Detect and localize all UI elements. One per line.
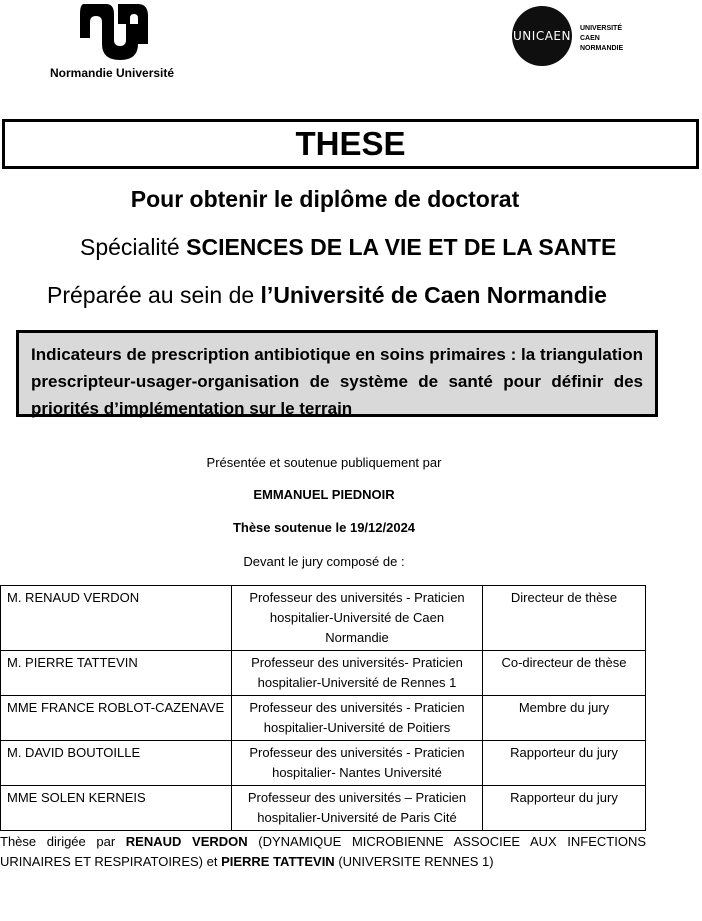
codirector-name: PIERRE TATTEVIN	[221, 854, 335, 869]
jury-intro: Devant le jury composé de :	[243, 554, 405, 569]
jury-name: MME FRANCE ROBLOT-CAZENAVE	[1, 696, 232, 741]
jury-role: Directeur de thèse	[483, 586, 646, 651]
these-title-box	[2, 119, 699, 169]
jury-name: MME SOLEN KERNEIS	[1, 786, 232, 831]
thesis-subject-box	[16, 330, 658, 417]
normandie-universite-logo	[48, 4, 188, 80]
jury-name: M. PIERRE TATTEVIN	[1, 651, 232, 696]
normandie-universite-emblem-icon	[80, 4, 150, 60]
jury-title: Professeur des universités- Praticien hospitalier-Université de Rennes 1	[232, 651, 483, 696]
jury-title: Professeur des universités – Praticien hospitalier-Université de Paris Cité	[232, 786, 483, 831]
table-row	[1, 586, 646, 651]
thesis-subject: Indicateurs de prescription antibiotique en soins primaires : la triangulation prescripteur-usager-organisation de système de santé pour définir des priorités d’implémentation sur le terrain	[31, 345, 643, 418]
jury-role: Co-directeur de thèse	[483, 651, 646, 696]
table-row	[1, 786, 646, 831]
unicaen-logo	[512, 6, 652, 68]
jury-role: Membre du jury	[483, 696, 646, 741]
director-name: RENAUD VERDON	[125, 834, 248, 849]
unicaen-circle-icon: UNICAEN	[512, 6, 572, 66]
defense-date: Thèse soutenue le 19/12/2024	[232, 520, 416, 535]
table-row	[1, 696, 646, 741]
table-row	[1, 651, 646, 696]
thesis-direction-note: Thèse dirigée par RENAUD VERDON (DYNAMIQUE MICROBIENNE ASSOCIEE AUX INFECTIONS URINAIRES ET RESPIRATOIRES) et PIERRE TATTEVIN (UNIVERSITE RENNES 1)	[0, 834, 647, 869]
jury-role: Rapporteur du jury	[483, 786, 646, 831]
jury-title: Professeur des universités - Praticien hospitalier-Université de Caen Normandie	[232, 586, 483, 651]
jury-name: M. RENAUD VERDON	[1, 586, 232, 651]
unicaen-label: UNIVERSITÉ CAEN NORMANDIE	[580, 25, 624, 52]
presented-by: Présentée et soutenue publiquement par	[206, 455, 442, 470]
page-title: THESE	[295, 125, 406, 162]
author-name: EMMANUEL PIEDNOIR	[253, 487, 395, 502]
jury-title: Professeur des universités - Praticien hospitalier-Université de Poitiers	[232, 696, 483, 741]
diploma-line: Pour obtenir le diplôme de doctorat	[130, 186, 520, 212]
normandie-universite-label: Normandie Université	[50, 66, 175, 80]
jury-table	[0, 585, 646, 831]
prepared-line: Préparée au sein de l’Université de Caen Normandie	[47, 282, 607, 308]
jury-name: M. DAVID BOUTOILLE	[1, 741, 232, 786]
specialty-line: Spécialité SCIENCES DE LA VIE ET DE LA SANTE	[80, 234, 617, 260]
jury-role: Rapporteur du jury	[483, 741, 646, 786]
table-row	[1, 741, 646, 786]
jury-title: Professeur des universités - Praticien hospitalier- Nantes Université	[232, 741, 483, 786]
